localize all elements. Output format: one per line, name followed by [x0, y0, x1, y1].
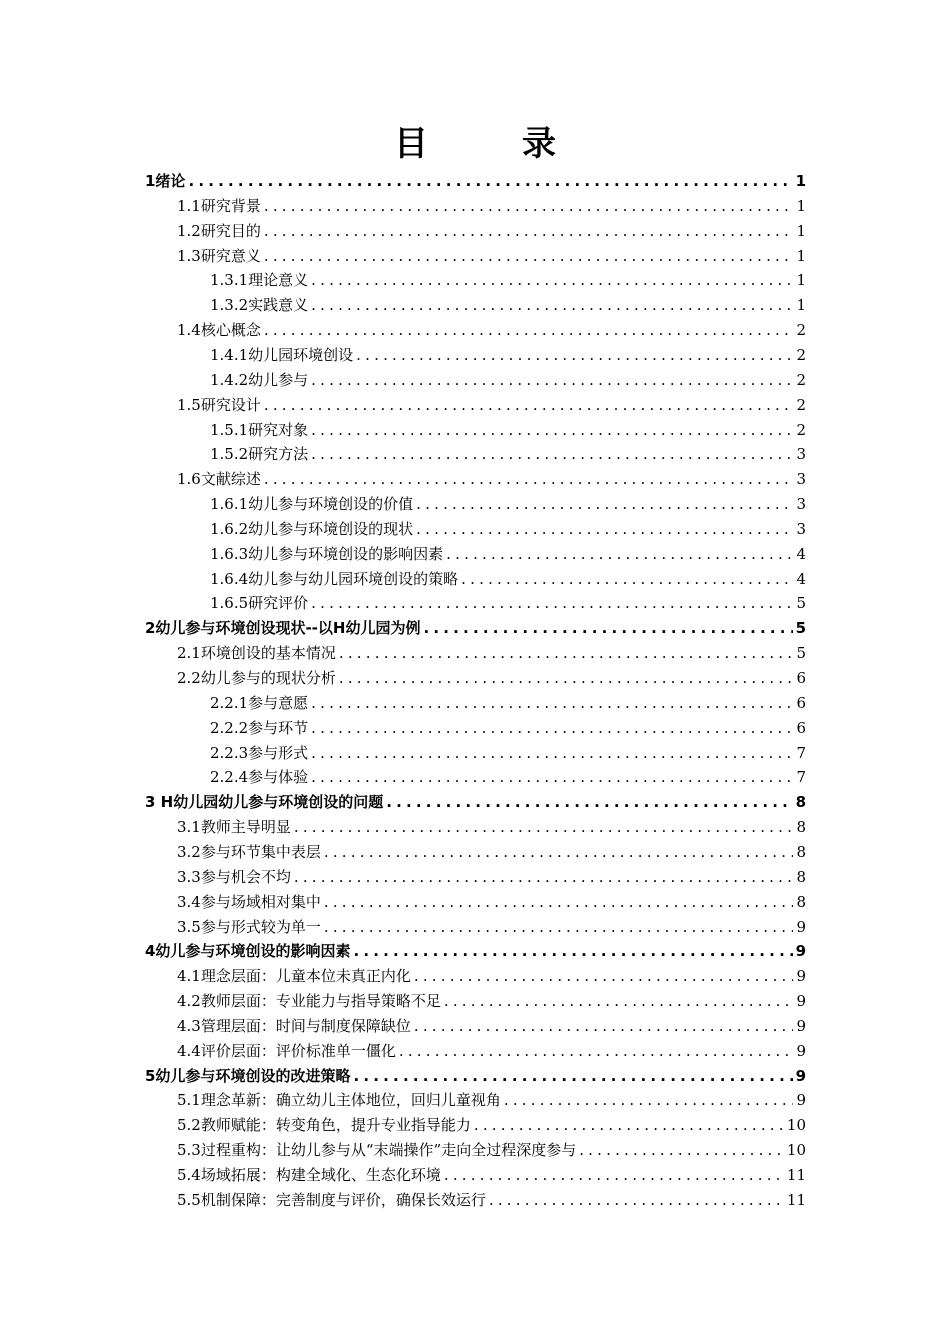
toc-entry-label: 1.3研究意义 [177, 246, 261, 265]
toc-entry[interactable] [177, 912, 806, 937]
toc-dot-leader [264, 320, 794, 340]
toc-entry[interactable] [145, 787, 806, 812]
toc-page-number: 9 [796, 1016, 806, 1035]
toc-entry-label: 1绪论 [145, 172, 186, 190]
toc-entry[interactable] [177, 887, 806, 912]
toc-dot-leader [579, 1140, 784, 1160]
toc-entry[interactable] [210, 415, 806, 440]
toc-entry[interactable] [177, 216, 806, 241]
toc-dot-leader [311, 270, 793, 290]
toc-entry-label: 5.3过程重构：让幼儿参与从“末端操作”走向全过程深度参与 [177, 1141, 577, 1160]
toc-entry[interactable] [177, 812, 806, 837]
toc-entry[interactable] [145, 613, 806, 638]
toc-entry-label: 1.6.3幼儿参与环境创设的影响因素 [210, 544, 444, 563]
toc-entry[interactable] [210, 489, 806, 514]
toc-dot-leader [416, 494, 793, 514]
toc-entry-label: 1.4核心概念 [177, 321, 261, 340]
toc-dot-leader [311, 743, 793, 763]
toc-entry-label: 5.2教师赋能：转变角色，提升专业指导能力 [177, 1116, 471, 1135]
toc-entry[interactable] [177, 961, 806, 986]
toc-entry[interactable] [210, 738, 806, 763]
toc-page-number: 7 [796, 743, 806, 762]
toc-dot-leader [414, 966, 794, 986]
toc-page-number: 11 [786, 1190, 806, 1209]
toc-page-number: 11 [786, 1166, 806, 1184]
toc-entry-label: 3.3参与机会不均 [177, 867, 291, 886]
toc-page-number: 8 [796, 867, 806, 886]
toc-dot-leader [444, 991, 794, 1011]
toc-dot-leader [504, 1090, 794, 1110]
toc-entry[interactable] [210, 365, 806, 390]
toc-dot-leader [294, 817, 794, 837]
toc-entry[interactable] [210, 290, 806, 315]
toc-dot-leader [446, 544, 793, 564]
toc-entry[interactable] [177, 1036, 806, 1061]
toc-page-number: 6 [796, 669, 806, 687]
toc-page-number: 9 [795, 1066, 806, 1085]
toc-entry-label: 5幼儿参与环境创设的改进策略 [145, 1066, 351, 1085]
toc-page-number: 2 [796, 395, 806, 414]
toc-entry-label: 1.6.1幼儿参与环境创设的价值 [210, 495, 414, 514]
toc-page-number: 9 [796, 992, 806, 1011]
toc-entry[interactable] [177, 663, 806, 688]
toc-dot-leader [311, 444, 793, 464]
toc-entry[interactable] [177, 1085, 806, 1110]
toc-entry-label: 3.5参与形式较为单一 [177, 917, 321, 936]
toc-page-number: 5 [795, 619, 806, 638]
toc-entry-label: 1.6.4幼儿参与幼儿园环境创设的策略 [210, 569, 459, 588]
toc-page-number: 10 [786, 1116, 806, 1135]
toc-entry[interactable] [210, 265, 806, 290]
toc-dot-leader [353, 941, 792, 961]
toc-page-number: 2 [796, 345, 806, 364]
toc-dot-leader [311, 420, 793, 440]
toc-entry[interactable] [210, 340, 806, 365]
toc-entry-label: 1.5.1研究对象 [210, 420, 309, 439]
toc-page-number: 6 [796, 693, 806, 712]
toc-page-number: 6 [796, 718, 806, 737]
toc-entry-label: 1.5.2研究方法 [210, 445, 309, 464]
toc-page-number: 1 [795, 172, 806, 190]
toc-entry[interactable] [177, 638, 806, 663]
toc-entry-label: 4幼儿参与环境创设的影响因素 [145, 942, 351, 961]
toc-dot-leader [324, 892, 794, 912]
toc-page-number: 10 [786, 1141, 806, 1160]
toc-entry-label: 4.1理念层面：儿童本位未真正内化 [177, 967, 411, 986]
toc-dot-leader [324, 842, 794, 862]
toc-page-number: 2 [796, 370, 806, 389]
toc-entry[interactable] [210, 539, 806, 564]
toc-dot-leader [399, 1041, 794, 1061]
toc-entry-label: 2.1环境创设的基本情况 [177, 644, 336, 663]
toc-page-number: 1 [796, 196, 806, 215]
toc-dot-leader [311, 718, 793, 738]
toc-entry[interactable] [210, 514, 806, 539]
toc-page-number: 8 [796, 842, 806, 861]
toc-entry[interactable] [177, 1160, 806, 1185]
toc-dot-leader [461, 569, 793, 589]
toc-page-number: 9 [796, 917, 806, 936]
toc-entry-label: 3.2参与环节集中表层 [177, 842, 321, 861]
toc-entry-label: 2.2幼儿参与的现状分析 [177, 669, 336, 687]
toc-entry-label: 2.2.3参与形式 [210, 743, 309, 762]
toc-entry[interactable] [145, 936, 806, 961]
toc-entry[interactable] [177, 191, 806, 216]
toc-entry[interactable] [177, 464, 806, 489]
toc-entry[interactable] [177, 837, 806, 862]
toc-dot-leader [353, 1066, 792, 1086]
toc-entry-label: 1.3.2实践意义 [210, 296, 309, 315]
toc-page-number: 8 [796, 818, 806, 837]
toc-dot-leader [264, 395, 794, 415]
toc-entry-label: 1.2研究目的 [177, 221, 261, 240]
toc-dot-leader [264, 196, 794, 216]
toc-entry[interactable] [145, 166, 806, 191]
toc-page-number: 5 [796, 594, 806, 613]
toc-entry[interactable] [210, 713, 806, 738]
toc-entry[interactable] [177, 241, 806, 266]
toc-entry-label: 2.2.1参与意愿 [210, 693, 309, 712]
toc-dot-leader [264, 469, 794, 489]
toc-dot-leader [386, 792, 792, 812]
toc-dot-leader [339, 668, 794, 688]
toc-page-number: 2 [796, 420, 806, 439]
toc-entry-label: 1.4.1幼儿园环境创设 [210, 345, 354, 364]
toc-page-number: 1 [796, 296, 806, 315]
toc-entry-label: 1.6文献综述 [177, 470, 261, 489]
toc-entry[interactable] [210, 439, 806, 464]
toc-dot-leader [311, 693, 793, 713]
toc-entry-label: 5.1理念革新：确立幼儿主体地位，回归儿童视角 [177, 1091, 501, 1110]
toc-entry-label: 2.2.2参与环节 [210, 718, 309, 737]
toc-dot-leader [311, 593, 793, 613]
toc-entry[interactable] [210, 588, 806, 613]
toc-entry[interactable] [145, 1061, 806, 1086]
toc-entry[interactable] [177, 862, 806, 887]
toc-page-number: 9 [796, 1091, 806, 1110]
toc-dot-leader [311, 295, 793, 315]
toc-entry-label: 2幼儿参与环境创设现状--以H幼儿园为例 [145, 619, 421, 638]
toc-entry[interactable] [177, 1011, 806, 1036]
toc-dot-leader [264, 246, 794, 266]
toc-entry[interactable] [210, 688, 806, 713]
toc-entry-label: 4.2教师层面：专业能力与指导策略不足 [177, 992, 441, 1011]
toc-entry-label: 4.4评价层面：评价标准单一僵化 [177, 1041, 396, 1060]
toc-page-number: 1 [796, 246, 806, 265]
toc-entry-label: 3.1教师主导明显 [177, 818, 291, 837]
toc-entry-label: 3.4参与场域相对集中 [177, 892, 321, 911]
toc-dot-leader [356, 345, 793, 365]
toc-page-number: 4 [796, 544, 806, 563]
toc-dot-leader [339, 643, 794, 663]
toc-page-number: 3 [796, 445, 806, 464]
toc-entry[interactable] [177, 986, 806, 1011]
toc-entry[interactable] [177, 315, 806, 340]
toc-entry-label: 1.1研究背景 [177, 196, 261, 215]
toc-dot-leader [188, 171, 792, 191]
toc-entry-label: 5.5机制保障：完善制度与评价，确保长效运行 [177, 1190, 486, 1209]
toc-entry-label: 1.6.2幼儿参与环境创设的现状 [210, 519, 414, 538]
toc-entry-label: 1.5研究设计 [177, 395, 261, 414]
toc-dot-leader [474, 1115, 784, 1135]
toc-entry-label: 1.6.5研究评价 [210, 594, 309, 613]
toc-title: 目 录 [394, 124, 586, 164]
toc-entry-label: 2.2.4参与体验 [210, 768, 309, 787]
toc-page-number: 3 [796, 495, 806, 514]
toc-dot-leader [311, 370, 793, 390]
toc-dot-leader [324, 917, 794, 937]
toc-entry[interactable] [210, 564, 806, 589]
toc-dot-leader [264, 221, 794, 241]
toc-entry[interactable] [210, 762, 806, 787]
toc-entry-label: 3 H幼儿园幼儿参与环境创设的问题 [145, 793, 384, 812]
toc-entry[interactable] [177, 1135, 806, 1160]
toc-page-number: 8 [796, 892, 806, 911]
toc-page-number: 9 [796, 1041, 806, 1060]
toc-page-number: 8 [795, 793, 806, 812]
toc-entry[interactable] [177, 1185, 806, 1210]
toc-page-number: 3 [796, 519, 806, 538]
toc-entry-label: 5.4场域拓展：构建全域化、生态化环境 [177, 1166, 441, 1184]
toc-dot-leader [489, 1190, 784, 1210]
toc-entry-label: 4.3管理层面：时间与制度保障缺位 [177, 1016, 411, 1035]
toc-page-number: 1 [796, 271, 806, 290]
toc-dot-leader [444, 1165, 784, 1185]
toc-entry[interactable] [177, 1110, 806, 1135]
toc-entry[interactable] [177, 390, 806, 415]
toc-page-number: 2 [796, 321, 806, 340]
toc-page-number: 9 [796, 967, 806, 986]
toc-page-number: 9 [795, 942, 806, 961]
toc-dot-leader [294, 867, 794, 887]
toc-entry-label: 1.3.1理论意义 [210, 271, 309, 290]
toc-page-number: 7 [796, 768, 806, 787]
toc-page-number: 5 [796, 644, 806, 663]
toc-page-number: 1 [796, 221, 806, 240]
toc-dot-leader [423, 618, 792, 638]
toc-dot-leader [414, 1016, 794, 1036]
toc-entry-label: 1.4.2幼儿参与 [210, 370, 309, 389]
toc-page-number: 4 [796, 569, 806, 588]
toc-dot-leader [416, 519, 793, 539]
toc-page-number: 3 [796, 470, 806, 489]
toc-dot-leader [311, 767, 793, 787]
